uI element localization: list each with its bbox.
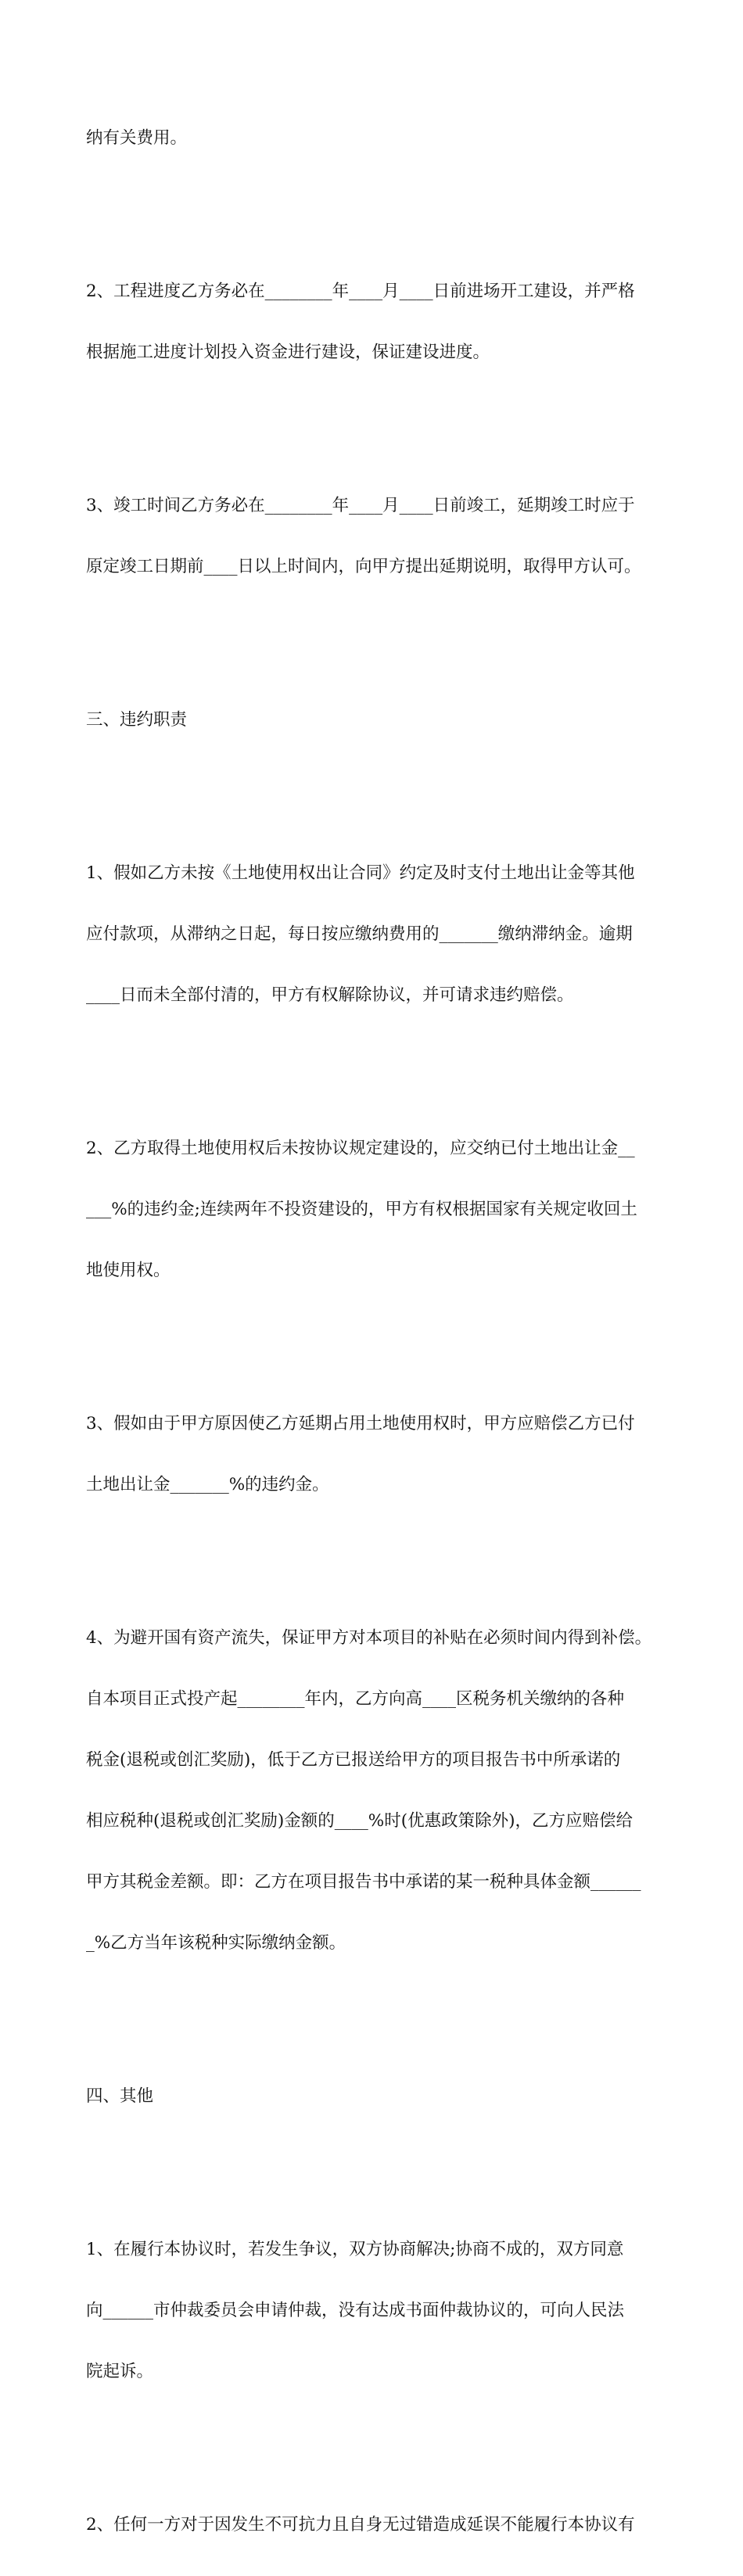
paragraph-force-majeure <box>86 2474 665 2576</box>
paragraph-spacer <box>86 1046 665 1098</box>
paragraph-spacer <box>86 189 665 241</box>
section-heading-other <box>86 2046 665 2147</box>
paragraph-completion-time <box>86 455 665 618</box>
paragraph-late-payment <box>86 823 665 1046</box>
paragraph-spacer <box>86 2147 665 2199</box>
text-line: 2、工程进度乙方务必在________年____月____日前进场开工建设，并严格 <box>86 282 635 301</box>
section-heading: 四、其他 <box>86 2086 154 2106</box>
text-line: ____日而未全部付清的，甲方有权解除协议，并可请求违约赔偿。 <box>86 985 574 1005</box>
paragraph-spacer <box>86 2423 665 2474</box>
paragraph-construction-breach <box>86 1098 665 1322</box>
text-line: 2、乙方取得土地使用权后未按协议规定建设的，应交纳已付土地出让金__ <box>86 1139 635 1158</box>
paragraph-dispute-resolution <box>86 2199 665 2423</box>
text-line: 根据施工进度计划投入资金进行建设，保证建设进度。 <box>86 343 490 362</box>
text-line: 1、在履行本协议时，若发生争议，双方协商解决;协商不成的，双方同意 <box>86 2240 624 2259</box>
text-line: 院起诉。 <box>86 2362 154 2381</box>
paragraph-spacer <box>86 1322 665 1373</box>
paragraph-spacer <box>86 771 665 823</box>
document-page <box>86 88 665 2576</box>
paragraph-spacer <box>86 404 665 455</box>
text-line: 应付款项，从滞纳之日起，每日按应缴纳费用的_______缴纳滞纳金。逾期 <box>86 924 633 944</box>
text-line: 甲方其税金差额。即：乙方在项目报告书中承诺的某一税种具体金额______ <box>86 1872 641 1892</box>
text-line: 纳有关费用。 <box>86 128 188 148</box>
text-line: 地使用权。 <box>86 1261 170 1280</box>
text-line: _%乙方当年该税种实际缴纳金额。 <box>86 1933 346 1953</box>
text-line: 相应税种(退税或创汇奖励)金额的____%时(优惠政策除外)，乙方应赔偿给 <box>86 1811 633 1831</box>
paragraph-fee-continuation <box>86 88 665 189</box>
paragraph-construction-progress <box>86 241 665 404</box>
text-line: 1、假如乙方未按《土地使用权出让合同》约定及时支付土地出让金等其他 <box>86 863 635 883</box>
paragraph-tax-compensation <box>86 1588 665 1994</box>
text-line: 2、任何一方对于因发生不可抗力且自身无过错造成延误不能履行本协议有 <box>86 2515 635 2535</box>
text-line: 税金(退税或创汇奖励)，低于乙方已报送给甲方的项目报告书中所承诺的 <box>86 1750 621 1770</box>
text-line: ___%的违约金;连续两年不投资建设的，甲方有权根据国家有关规定收回土 <box>86 1200 637 1219</box>
paragraph-spacer <box>86 1536 665 1588</box>
section-heading-breach-liability <box>86 669 665 771</box>
text-line: 原定竣工日期前____日以上时间内，向甲方提出延期说明，取得甲方认可。 <box>86 557 641 576</box>
section-heading: 三、违约职责 <box>86 710 188 730</box>
text-line: 3、假如由于甲方原因使乙方延期占用土地使用权时，甲方应赔偿乙方已付 <box>86 1414 635 1433</box>
paragraph-spacer <box>86 618 665 669</box>
text-line: 土地出让金_______%的违约金。 <box>86 1475 329 1494</box>
text-line: 4、为避开国有资产流失，保证甲方对本项目的补贴在必须时间内得到补偿。 <box>86 1628 652 1648</box>
paragraph-spacer <box>86 1994 665 2046</box>
text-line: 自本项目正式投产起________年内，乙方向高____区税务机关缴纳的各种 <box>86 1689 625 1709</box>
text-line: 3、竣工时间乙方务必在________年____月____日前竣工，延期竣工时应于 <box>86 496 635 515</box>
text-line: 向______市仲裁委员会申请仲裁，没有达成书面仲裁协议的，可向人民法 <box>86 2301 625 2320</box>
paragraph-party-a-delay <box>86 1373 665 1536</box>
